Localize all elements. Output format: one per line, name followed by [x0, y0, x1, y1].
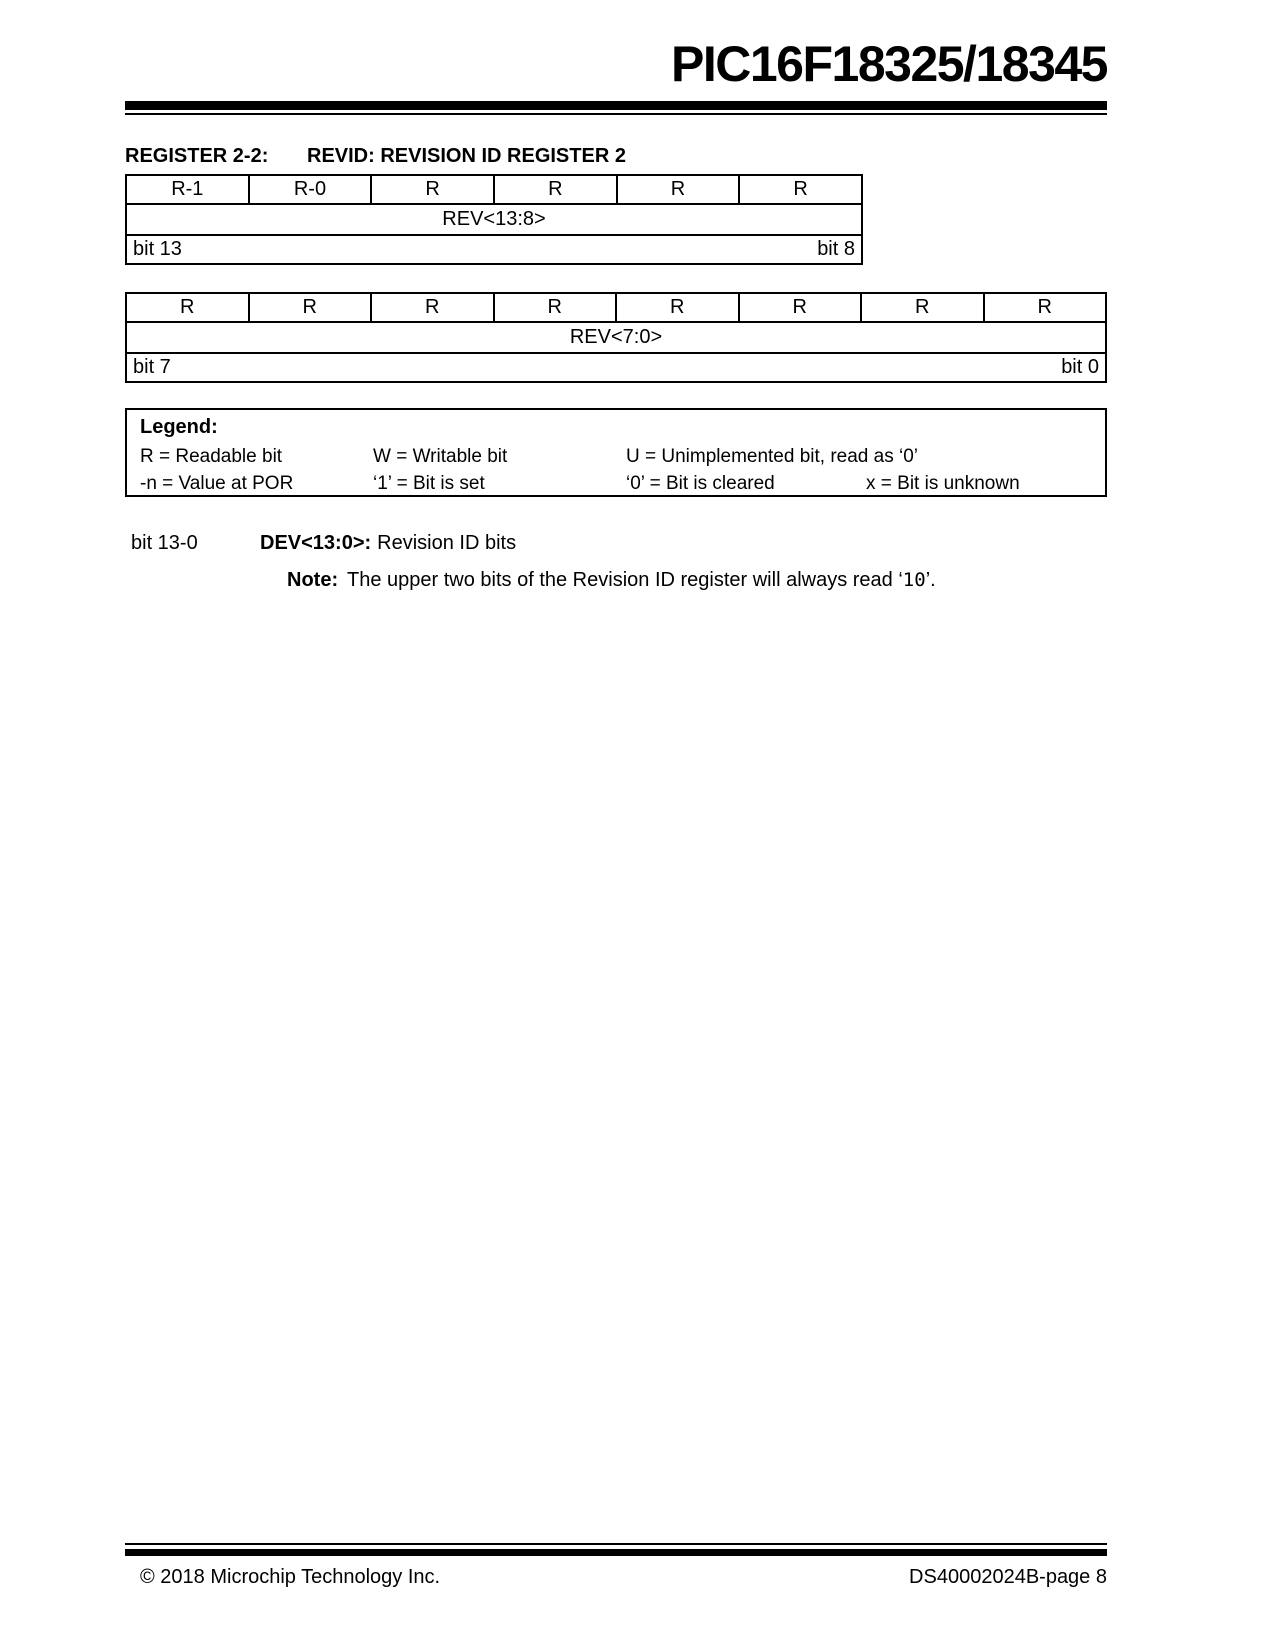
- footer-rule-thick: [125, 1549, 1107, 1556]
- bit-right-label: bit 8: [817, 238, 855, 260]
- register-table-high: [125, 174, 863, 265]
- access-row: [126, 175, 862, 204]
- legend-item: U = Unimplemented bit, read as ‘0’: [626, 446, 919, 467]
- access-cell: R: [739, 175, 862, 204]
- access-cell: R: [984, 293, 1107, 322]
- note-text-mono: 10: [902, 569, 926, 591]
- register-title: REVID: REVISION ID REGISTER 2: [307, 145, 626, 167]
- bit-left-label: bit 7: [133, 356, 171, 378]
- footer-rule-thin: [125, 1543, 1107, 1545]
- bit-range-row: [126, 353, 1106, 382]
- access-cell: R: [126, 293, 249, 322]
- field-cell: REV<13:8>: [126, 204, 862, 235]
- footer-docid: DS40002024B-page 8: [909, 1566, 1107, 1588]
- legend-item: -n = Value at POR: [140, 473, 294, 494]
- field-row: [126, 322, 1106, 353]
- legend-item: ‘1’ = Bit is set: [373, 473, 485, 494]
- footer-copyright: © 2018 Microchip Technology Inc.: [140, 1566, 441, 1588]
- note-label: Note:: [287, 569, 339, 591]
- header-rule-thick: [125, 101, 1107, 110]
- legend-title: Legend:: [140, 416, 218, 438]
- access-cell: R: [249, 293, 372, 322]
- note-text: [347, 570, 936, 591]
- header-rule-thin: [125, 113, 1107, 115]
- bit-left-label: bit 13: [133, 238, 182, 260]
- field-cell: REV<7:0>: [126, 322, 1106, 353]
- access-cell: R: [617, 175, 740, 204]
- access-cell: R: [861, 293, 984, 322]
- access-cell: R-0: [249, 175, 372, 204]
- note-text-pre: The upper two bits of the Revision ID register will always read ‘: [347, 569, 903, 591]
- legend-item: ‘0’ = Bit is cleared: [626, 473, 775, 494]
- register-heading: [125, 146, 1107, 167]
- bit-range-label: bit 13-0: [131, 532, 198, 554]
- access-cell: R-1: [126, 175, 249, 204]
- legend-item: W = Writable bit: [373, 446, 508, 467]
- bit-description: [260, 533, 516, 554]
- access-cell: R: [371, 293, 494, 322]
- register-table-low: [125, 292, 1107, 383]
- access-cell: R: [371, 175, 494, 204]
- access-cell: R: [616, 293, 739, 322]
- legend-item: R = Readable bit: [140, 446, 283, 467]
- access-cell: R: [494, 293, 617, 322]
- page-title: PIC16F18325/18345: [671, 36, 1107, 92]
- field-row: [126, 204, 862, 235]
- legend-item: x = Bit is unknown: [866, 473, 1020, 494]
- access-cell: R: [739, 293, 862, 322]
- bit-range-row: [126, 235, 862, 264]
- bit-text: Revision ID bits: [377, 532, 517, 554]
- access-row: [126, 293, 1106, 322]
- legend-box: [125, 408, 1107, 497]
- bit-right-label: bit 0: [1061, 356, 1099, 378]
- access-cell: R: [494, 175, 617, 204]
- note-text-post: ’.: [925, 569, 936, 591]
- bit-name: DEV<13:0>:: [260, 532, 372, 554]
- register-label: REGISTER 2-2:: [125, 145, 269, 167]
